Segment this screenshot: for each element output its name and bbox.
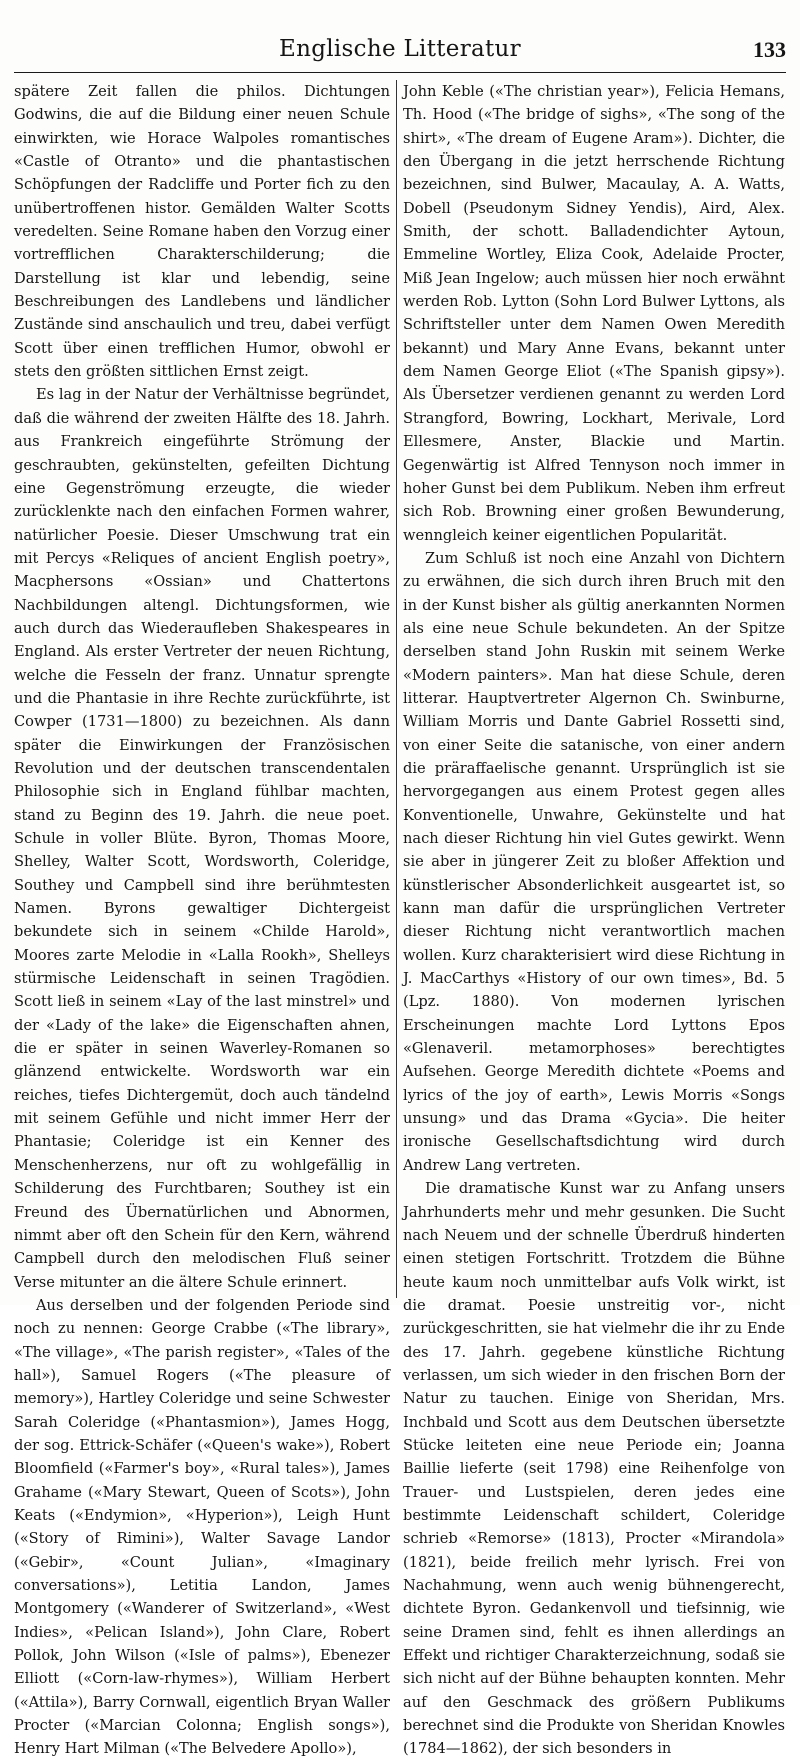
running-head	[14, 36, 786, 73]
paragraph: Die dramatische Kunst war zu Anfang unsers Jahrhunderts mehr und mehr gesunken. Die Sucht nach Neuem und der schnelle Überdruß hinderten einen stetigen Fortschritt. Trotzdem die Bühne heute kaum noch unmittelbar aufs Volk wirkt, ist die dramat. Poesie unstreitig vor-, nicht zurückgeschritten, sie hat vielmehr die ihr zu Ende des 17. Jahrh. gegebene künstliche Richtung verlassen, um sich wieder in den frischen Born der Natur zu tauchen. Einige von Sheridan, Mrs. Inchbald und Scott aus dem Deutschen übersetzte Stücke leiteten eine neue Periode ein; Joanna Baillie lieferte (seit 1798) eine Reihenfolge von Trauer- und Lustspielen, deren jedes eine bestimmte Leidenschaft schildert, Coleridge schrieb «Remorse» (1813), Procter «Mirandola» (1821), beide freilich mehr lyrisch. Frei von Nachahmung, wenn auch wenig bühnengerecht, dichtete Byron. Gedankenvoll und tiefsinnig, wie seine Dramen sind, fehlt es ihnen allerdings an Effekt und richtiger Charakterzeichnung, sodaß sie sich nicht auf der Bühne behaupten konnten. Mehr auf den Geschmack des größern Publikums berechnet sind die Produkte von Sheridan Knowles (1784—1862), der sich besonders in	[403, 1180, 785, 1758]
column-divider	[396, 80, 397, 1298]
paragraph: Aus derselben und der folgenden Periode sind noch zu nennen: George Crabbe («The library», «The village», «The parish register», «Tales of the hall»), Samuel Rogers («The pleasure of memory»), Hartley Coleridge und seine Schwester Sarah Coleridge («Phantasmion»), James Hogg, der sog. Ettrick-Schäfer («Queen's wake»), Robert Bloomfield («Farmer's boy», «Rural tales»), James Grahame («Mary Stewart, Queen of Scots»), John Keats («Endymion», «Hyperion»), Leigh Hunt («Story of Rimini»), Walter Savage Landor («Gebir», «Count Julian», «Imaginary conversations»), Letitia Landon, James Montgomery («Wanderer of Switzerland», «West Indies», «Pelican Island»), John Clare, Robert Pollok, John Wilson («Isle of palms»), Ebenezer Elliott («Corn-law-rhymes»), William Herbert («Attila»), Barry Cornwall, eigentlich Bryan Waller Procter («Marcian Colonna; English songs»), Henry Hart Milman («The Belvedere Apollo»),	[14, 1296, 390, 1758]
right-column	[403, 80, 785, 1758]
page-title: Englische Litteratur	[279, 36, 521, 62]
paragraph: Zum Schluß ist noch eine Anzahl von Dichtern zu erwähnen, die sich durch ihren Bruch mit den in der Kunst bisher als gültig anerkannten Normen als eine neue Schule bekundeten. An der Spitze derselben stand John Ruskin mit seinem Werke «Modern painters». Man hat diese Schule, deren litterar. Hauptvertreter Algernon Ch. Swinburne, William Morris und Dante Gabriel Rossetti sind, von einer Seite die satanische, von einer andern die präraffaelische genannt. Ursprünglich ist sie hervorgegangen aus einem Protest gegen alles Konventionelle, Unwahre, Gekünstelte und hat nach dieser Richtung hin viel Gutes gewirkt. Wenn sie aber in jüngerer Zeit zu bloßer Affektion und künstlerischer Absonderlichkeit ausgeartet ist, so kann man dafür die ursprünglichen Vertreter dieser Richtung nicht verantwortlich machen wollen. Kurz charakterisiert wird diese Richtung in J. MacCarthys «History of our own times», Bd. 5 (Lpz. 1880). Von modernen lyrischen Erscheinungen machte Lord Lyttons Epos «Glenaveril. metamorphoses» berechtigtes Aufsehen. George Meredith dichtete «Poems and lyrics of the joy of earth», Lewis Morris «Songs unsung» und das Drama «Gycia». Die heiter ironische Gesellschaftsdichtung wird durch Andrew Lang vertreten.	[403, 549, 785, 1174]
page-number: 133	[753, 37, 786, 62]
paragraph: John Keble («The christian year»), Felicia Hemans, Th. Hood («The bridge of sighs», «The song of the shirt», «The dream of Eugene Aram»). Dichter, die den Übergang in die jetzt herrschende Richtung bezeichnen, sind Bulwer, Macaulay, A. A. Watts, Dobell (Pseudonym Sidney Yendis), Aird, Alex. Smith, der schott. Balladendichter Aytoun, Emmeline Wortley, Eliza Cook, Adelaide Procter, Miß Jean Ingelow; auch müssen hier noch erwähnt werden Rob. Lytton (Sohn Lord Bulwer Lyttons, als Schriftsteller unter dem Namen Owen Meredith bekannt) und Mary Anne Evans, bekannt unter dem Namen George Eliot («The Spanish gipsy»). Als Übersetzer verdienen genannt zu werden Lord Strangford, Bowring, Lockhart, Merivale, Lord Ellesmere, Anster, Blackie und Martin. Gegenwärtig ist Alfred Tennyson noch immer in hoher Gunst bei dem Publikum. Neben ihm erfreut sich Rob. Browning einer großen Bewunderung, wenngleich keiner eigentlichen Popularität.	[403, 83, 785, 544]
paragraph: spätere Zeit fallen die philos. Dichtungen Godwins, die auf die Bildung einer neuen Schule einwirkten, wie Horace Walpoles romantisches «Castle of Otranto» und die phantastischen Schöpfungen der Radcliffe und Porter fich zu den unübertroffenen histor. Gemälden Walter Scotts veredelten. Seine Romane haben den Vorzug einer vortrefflichen Charakterschilderung; die Darstellung ist klar und lebendig, seine Beschreibungen des Landlebens und ländlicher Zustände sind anschaulich und treu, dabei verfügt Scott über einen trefflichen Humor, obwohl er stets den größten sittlichen Ernst zeigt.	[14, 83, 390, 381]
paragraph: Es lag in der Natur der Verhältnisse begründet, daß die während der zweiten Hälfte des 18. Jahrh. aus Frankreich eingeführte Strömung der geschraubten, gekünstelten, gefeilten Dichtung eine Gegenströmung erzeugte, die wieder zurücklenkte nach den einfachen Formen wahrer, natürlicher Poesie. Dieser Umschwung trat ein mit Percys «Reliques of ancient English poetry», Macphersons «Ossian» und Chattertons Nachbildungen altengl. Dichtungsformen, wie auch durch das Wiederaufleben Shakespeares in England. Als erster Vertreter der neuen Richtung, welche die Fesseln der franz. Unnatur sprengte und die Phantasie in ihre Rechte zurückführte, ist Cowper (1731—1800) zu bezeichnen. Als dann später die Einwirkungen der Französischen Revolution und der deutschen transcendentalen Philosophie sich in England fühlbar machten, stand zu Beginn des 19. Jahrh. die neue poet. Schule in voller Blüte. Byron, Thomas Moore, Shelley, Walter Scott, Wordsworth, Coleridge, Southey und Campbell sind ihre berühmtesten Namen. Byrons gewaltiger Dichtergeist bekundete sich in seinem «Childe Harold», Moores zarte Melodie in «Lalla Rookh», Shelleys stürmische Leidenschaft in seinen Tragödien. Scott ließ in seinem «Lay of the last minstrel» und der «Lady of the lake» die Eigenschaften ahnen, die er später in seinen Waverley-Romanen so glänzend entwickelte. Wordsworth war ein reiches, tiefes Dichtergemüt, doch auch tändelnd mit seinem Gefühle und nicht immer Herr der Phantasie; Coleridge ist ein Kenner des Menschenherzens, nur oft zu wohlgefällig in Schilderung des Furchtbaren; Southey ist ein Freund des Übernatürlichen und Abnormen, nimmt aber oft den Schein für den Kern, während Campbell durch den melodischen Fluß seiner Verse mitunter an die ältere Schule erinnert.	[14, 386, 390, 1291]
left-column	[14, 80, 390, 1758]
